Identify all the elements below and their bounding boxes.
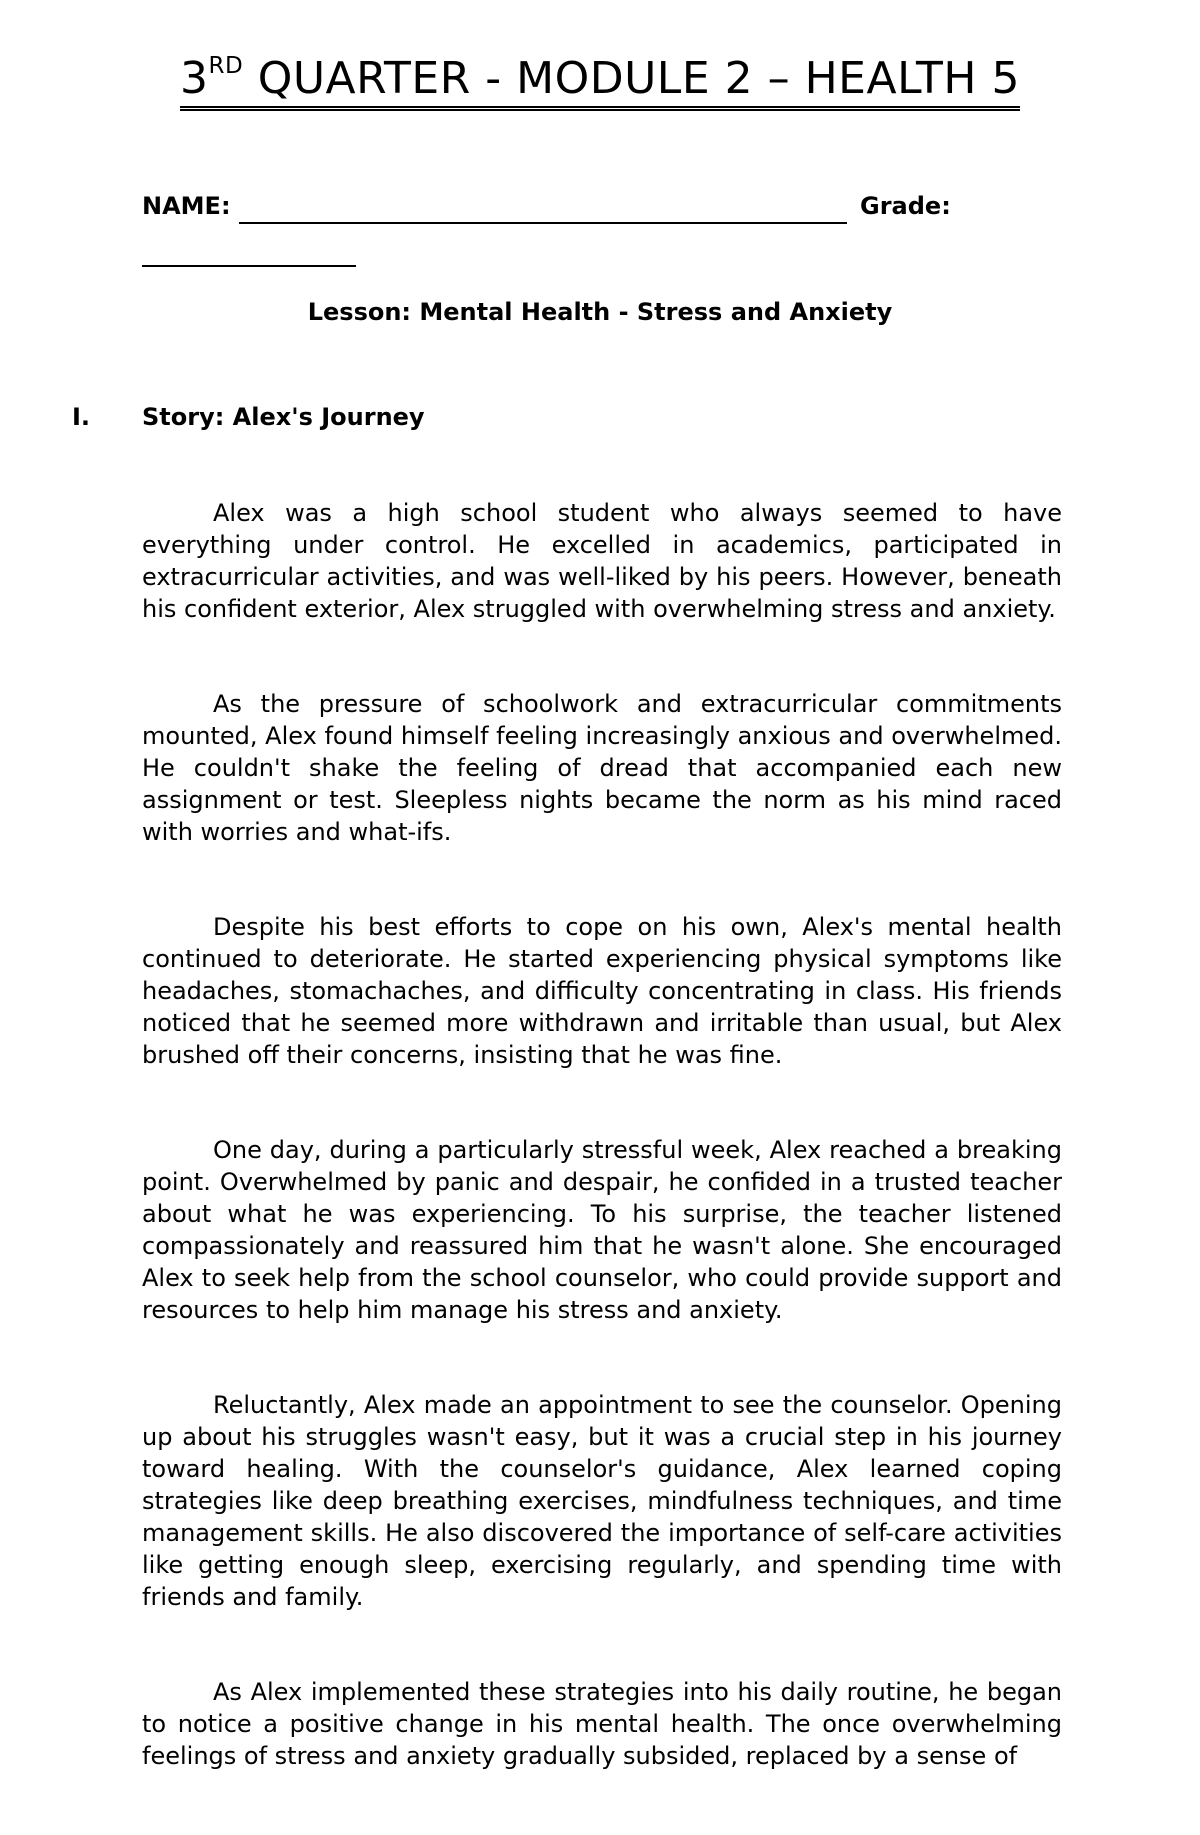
- grade-blank-line: [142, 265, 356, 267]
- section-title: Story: Alex's Journey: [142, 403, 425, 431]
- name-label: NAME:: [142, 192, 231, 220]
- story-paragraph: Despite his best efforts to cope on his own, Alex's mental health continued to deteriorate. He started experiencing physical symptoms like headaches, stomachaches, and difficulty concentrating in class. His friends noticed that he seemed more withdrawn and irritable than usual, but Alex brushed off their concerns, insisting that he was fine.: [142, 913, 1062, 1069]
- section-number: I.: [72, 403, 91, 431]
- name-blank-line: [239, 222, 847, 224]
- lesson-heading: Lesson: Mental Health - Stress and Anxiety: [307, 298, 893, 326]
- page-title: [180, 52, 1020, 111]
- story-paragraph: As the pressure of schoolwork and extracurricular commitments mounted, Alex found himself feeling increasingly anxious and overwhelmed. He couldn't shake the feeling of dread that accompanied each new assignment or test. Sleepless nights became the norm as his mind raced with worries and what-ifs.: [142, 690, 1062, 846]
- story-paragraph: As Alex implemented these strategies into his daily routine, he began to notice a positive change in his mental health. The once overwhelming feelings of stress and anxiety gradually subsided, replaced by a sense of: [142, 1678, 1062, 1770]
- story-paragraph: Reluctantly, Alex made an appointment to see the counselor. Opening up about his struggles wasn't easy, but it was a crucial step in his journey toward healing. With the counselor's guidance, Alex learned coping strategies like deep breathing exercises, mindfulness techniques, and time management skills. He also discovered the importance of self-care activities like getting enough sleep, exercising regularly, and spending time with friends and family.: [142, 1391, 1062, 1611]
- title-superscript: RD: [208, 53, 244, 80]
- story-paragraph: One day, during a particularly stressful week, Alex reached a breaking point. Overwhelmed by panic and despair, he confided in a trusted teacher about what he was experiencing. To his surprise, the teacher listened compassionately and reassured him that he wasn't alone. She encouraged Alex to seek help from the school counselor, who could provide support and resources to help him manage his stress and anxiety.: [142, 1136, 1062, 1324]
- title-prefix: 3: [180, 53, 209, 104]
- story-body: [142, 497, 1062, 1835]
- title-container: [0, 52, 1200, 111]
- story-paragraph: Alex was a high school student who always seemed to have everything under control. He excelled in academics, participated in extracurricular activities, and was well-liked by his peers. However, beneath his confident exterior, Alex struggled with overwhelming stress and anxiety.: [142, 499, 1062, 623]
- grade-label: Grade:: [860, 192, 951, 220]
- title-rest: QUARTER - MODULE 2 – HEALTH 5: [243, 53, 1020, 104]
